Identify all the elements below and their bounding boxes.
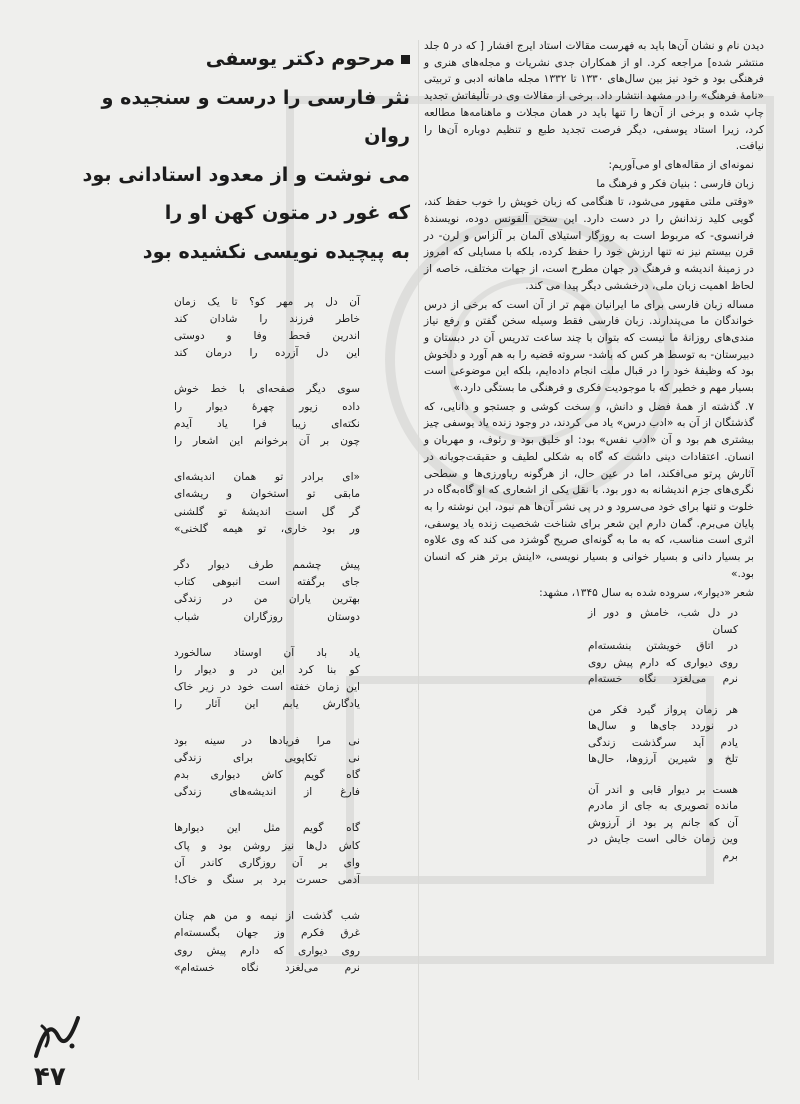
quote-paragraph: مساله زبان فارسی برای ما ایرانیان مهم تر از آن است که برخی از درس خواندگان ما می‌پندارند. زبان فارسی فقط وسیله سخن گفتن و رفع نیاز مندی‌های روزانهٔ ما نیست که بتوان با چند ساعت تدریس آن در دبستان و دبیرستان- به توسط هر کس که باشد- سروته قضیه را به هم آورد و دلخوش بود که وظیفهٔ خود را در قبال ملت انجام داده‌ایم، بلکه این موضوعی است بسیار مهم و خطیر که با موجودیت فکری و فرهنگی ما بستگی دارد.»: [424, 298, 754, 395]
pull-quote: [70, 40, 410, 272]
poem-stanza: [70, 469, 360, 538]
poem-line: گاه گویم کاش دیواری بدم: [174, 769, 360, 782]
poem-line: شب گذشت از نیمه و من هم چنان: [174, 910, 360, 923]
poem-line: روی دیواری که دارم پیش روی: [588, 656, 738, 669]
square-bullet-icon: [401, 55, 410, 64]
poem-line: اندرین قحط وفا و دوستی: [174, 329, 360, 342]
poem-line: نی مرا فریادها در سینه بود: [174, 734, 360, 747]
poem-stanza: [424, 782, 738, 865]
poem-divar-part-1: [424, 605, 738, 864]
poem-line: چون بر آن برخوانم این اشعار را: [174, 434, 360, 447]
poem-line: غرق فکرم وز جهان بگسسته‌ام: [174, 927, 360, 940]
quote-paragraph: «وقتی ملتی مقهور می‌شود، تا هنگامی که زبان خویش را خوب حفظ کند، گویی کلید زندانش را در دست دارد. این سخن آلفونس دوده، نویسندهٔ فرانسوی- که مربوط است به روزگار استیلای آلمان بر آلزاس و لرن- در قرن بیستم نیز نه تنها ارزش خود را حفظ کرده، بلکه با مسایلی که امروز در زمینهٔ اندیشه و فرهنگ در جهان مطرح است، از جهات مختلف، خاصه از لحاظ اهمیت زبان ملی، درخششی دیگر پیدا می کند.: [424, 196, 754, 292]
poem-stanza: [70, 381, 360, 450]
poem-line: تلخ و شیرین آرزوها، حال‌ها: [588, 753, 738, 766]
pull-quote-line: می نوشت و از معدود استادانی بود: [82, 162, 410, 186]
poem-line: یاد باد آن اوستاد سالخورد: [174, 646, 360, 659]
right-column: [424, 38, 764, 878]
poem-line: یادم آید سرگذشت زندگی: [588, 736, 738, 749]
poem-line: مانده تصویری به جای از مادرم: [588, 800, 738, 813]
left-column: [70, 40, 410, 996]
poem-line: در اتاق خویشتن بنشسته‌ام: [588, 640, 738, 653]
poem-line: گر گل است اندیشهٔ تو گلشنی: [174, 505, 360, 518]
paragraph: دیدن نام و نشان آن‌ها باید به فهرست مقالات استاد ایرج افشار [ که در ۵ جلد منتشر شده] مراجعه کرد. او از همکاران جدی نشریات و مجله‌های هنری و فرهنگی بود و خود نیز بین سال‌های ۱۳۳۰ تا ۱۳۳۲ مجله ماهانه ادبی و تربیتی «نامهٔ فرهنگ» را در مشهد انتشار داد. برخی از مقالات وی در تألیفاتش تجدید چاپ شده و برخی از آن‌ها را تنها باید در همان مجلات و ماهنامه‌ها مطالعه کرد، زیرا استاد یوسفی، دیگر فرصت تجدید طبع و تنظیم دوباره آن‌ها را نیافت.: [424, 40, 764, 153]
poem-line: این دل آزرده را درمان کند: [174, 347, 360, 360]
poem-stanza: [70, 733, 360, 802]
poem-line: هست بر دیوار قابی و اندر آن: [588, 783, 738, 796]
poem-line: سوی دیگر صفحه‌ای با خط خوش: [174, 383, 360, 396]
poem-line: نرم می‌لغزد نگاه خسته‌ام»: [174, 961, 360, 974]
poem-line: ور بود خاری، تو هیمه گلخنی»: [174, 522, 360, 535]
poem-stanza: [70, 820, 360, 889]
page-number: ۴۷: [34, 1062, 66, 1092]
poem-stanza: [70, 645, 360, 714]
poem-line: نکته‌ای زیبا فرا یاد آیدم: [174, 417, 360, 430]
poem-stanza: [70, 294, 360, 363]
poem-line: آن دل پر مهر کو؟ تا یک زمان: [174, 295, 360, 308]
pull-quote-line: نثر فارسی را درست و سنجیده و روان: [101, 85, 410, 148]
poem-divar-part-2: [70, 294, 360, 978]
poem-stanza: [424, 702, 738, 768]
poem-line: در دل شب، خامش و دور از کسان: [588, 607, 738, 636]
poem-line: خاطر فرزند را شادان کند: [174, 312, 360, 325]
poem-line: مابقی تو استخوان و ریشه‌ای: [174, 488, 360, 501]
poem-line: وین زمان خالی است جایش در برم: [588, 833, 738, 862]
poem-line: نرم می‌لغزد نگاه خسته‌ام: [588, 673, 738, 686]
kerman-magazine-logo: [28, 1006, 88, 1066]
pull-quote-line: به پیچیده نویسی نکشیده بود: [142, 239, 410, 263]
poem-line: گاه گویم مثل این دیوارها: [174, 822, 360, 835]
poem-line: کو بنا کرد این در و دیوار را: [174, 664, 360, 677]
poem-line: یادگارش یابم این آثار را: [174, 698, 360, 711]
poem-stanza: [70, 557, 360, 626]
poem-line: روی دیواری که دارم پیش روی: [174, 944, 360, 957]
poem-line: جای برگفته است انبوهی کتاب: [174, 576, 360, 589]
poem-stanza: [424, 605, 738, 688]
poem-line: این زمان خفته است خود در زیر خاک: [174, 681, 360, 694]
poem-line: فارغ از اندیشه‌های زندگی: [174, 786, 360, 799]
poem-line: دوستان روزگاران شباب: [174, 610, 360, 623]
pull-quote-line: که غور در متون کهن او را: [164, 201, 410, 225]
article-subtitle: زبان فارسی : بنیان فکر و فرهنگ ما: [596, 177, 754, 190]
paragraph: نمونه‌ای از مقاله‌های او می‌آوریم:: [608, 158, 754, 171]
poem-line: داده زیور چهرهٔ دیوار را: [174, 400, 360, 413]
poem-line: در نوردد جای‌ها و سال‌ها: [588, 720, 738, 733]
paragraph: ۷. گذشته از همهٔ فضل و دانش، و سخت کوشی و جستجو و دانایی، که گذشتگان از آن به «ادب درس» یاد می کردند، در وجود زنده یاد یوسفی چیز بیشتری هم بود و آن «ادب نفس» بود: او خلیق بود و رئوف، و مهربان و انسان. اعتقادات دینی داشت که گاه به شکلی لطیف و حقیقت‌جویانه در آثارش پرتو می‌افکند، اما در عین حال، از هرگونه ریاورزی‌ها و سطحی نگری‌های جزم اندیشانه به دور بود. با نقل یکی از اشعاری که او گاه‌به‌گاه در خلوت و تنها برای خود می‌سرود و در پی نشر آن‌ها هم نبود، این نوشته را به پایان می‌برم. گمان دارم این شعر برای شناخت شخصیت زنده یاد یوسفی، اثری است مناسب، که به ما به گونه‌ای صریح گوشزد می کند که وی علاوه بر بسیار دانی و بسیار خوانی و بسیار نویسی، «اینش برتر هنر که انسان بود.»: [424, 400, 754, 580]
poem-line: آدمی حسرت برد بر سنگ و خاک!: [174, 874, 360, 887]
poem-line: پیش چشمم طرف دیوار دگر: [174, 559, 360, 571]
pull-quote-line: مرحوم دکتر یوسفی: [70, 40, 410, 79]
poem-stanza: [70, 908, 360, 977]
poem-line: وای بر آن روزگاری کاندر آن: [174, 856, 360, 869]
column-divider: [418, 40, 419, 1080]
poem-line: بهترین یاران من در زندگی: [174, 593, 360, 606]
poem-intro: شعر «دیوار»، سروده شده به سال ۱۳۴۵، مشهد:: [539, 586, 754, 599]
poem-line: هر زمان پرواز گیرد فکر من: [588, 703, 738, 716]
poem-line: نی تکاپویی برای زندگی: [174, 751, 360, 764]
poem-line: کاش دل‌ها نیز روشن بود و پاک: [174, 839, 360, 852]
poem-line: «ای برادر تو همان اندیشه‌ای: [174, 471, 360, 484]
poem-line: آن که جانم پر بود از آرزوش: [588, 816, 738, 829]
